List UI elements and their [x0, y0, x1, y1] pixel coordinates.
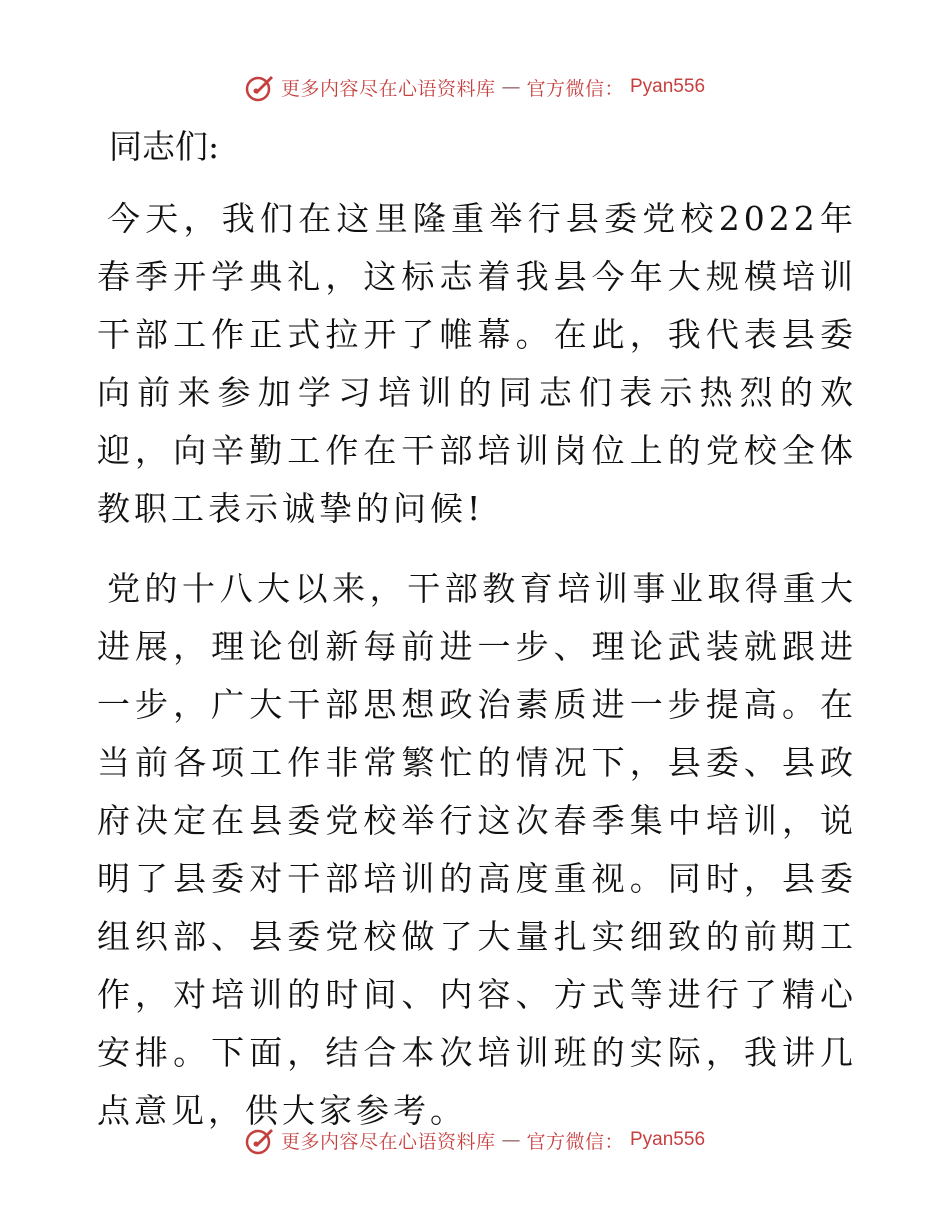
watermark-wechat-label: 官方微信： [526, 1130, 624, 1153]
salutation: 同志们: [109, 127, 220, 166]
watermark-main-text: 更多内容尽在心语资料库 [280, 1130, 496, 1153]
document-body [97, 124, 857, 1162]
paragraph-2: 党的十八大以来，干部教育培训事业取得重大进展，理论创新每前进一步、理论武装就跟进一步，广大干部思想政治素质进一步提高。在当前各项工作非常繁忙的情况下，县委、县政府决定在县委党校举行这次春季集中培训，说明了县委对干部培训的高度重视。同时，县委组织部、县委党校做了大量扎实细致的前期工作，对培训的时间、内容、方式等进行了精心安排。下面，结合本次培训班的实际，我讲几点意见，供大家参考。 [97, 569, 857, 1130]
watermark-wechat-label: 官方微信： [526, 77, 624, 100]
quill-logo-icon [245, 72, 275, 102]
quill-logo-icon [245, 1125, 275, 1155]
header-watermark [0, 72, 950, 102]
watermark-wechat-id: Pyan556 [630, 76, 706, 97]
watermark-dash: — [501, 1129, 521, 1151]
watermark-main-text: 更多内容尽在心语资料库 [280, 77, 496, 100]
watermark-dash: — [501, 76, 521, 98]
footer-watermark [0, 1125, 950, 1155]
watermark-wechat-id: Pyan556 [630, 1129, 706, 1150]
paragraph-1: 今天，我们在这里隆重举行县委党校2022年春季开学典礼，这标志着我县今年大规模培训干部工作正式拉开了帷幕。在此，我代表县委向前来参加学习培训的同志们表示热烈的欢迎，向辛勤工作在干部培训岗位上的党校全体教职工表示诚挚的问候! [97, 199, 857, 528]
